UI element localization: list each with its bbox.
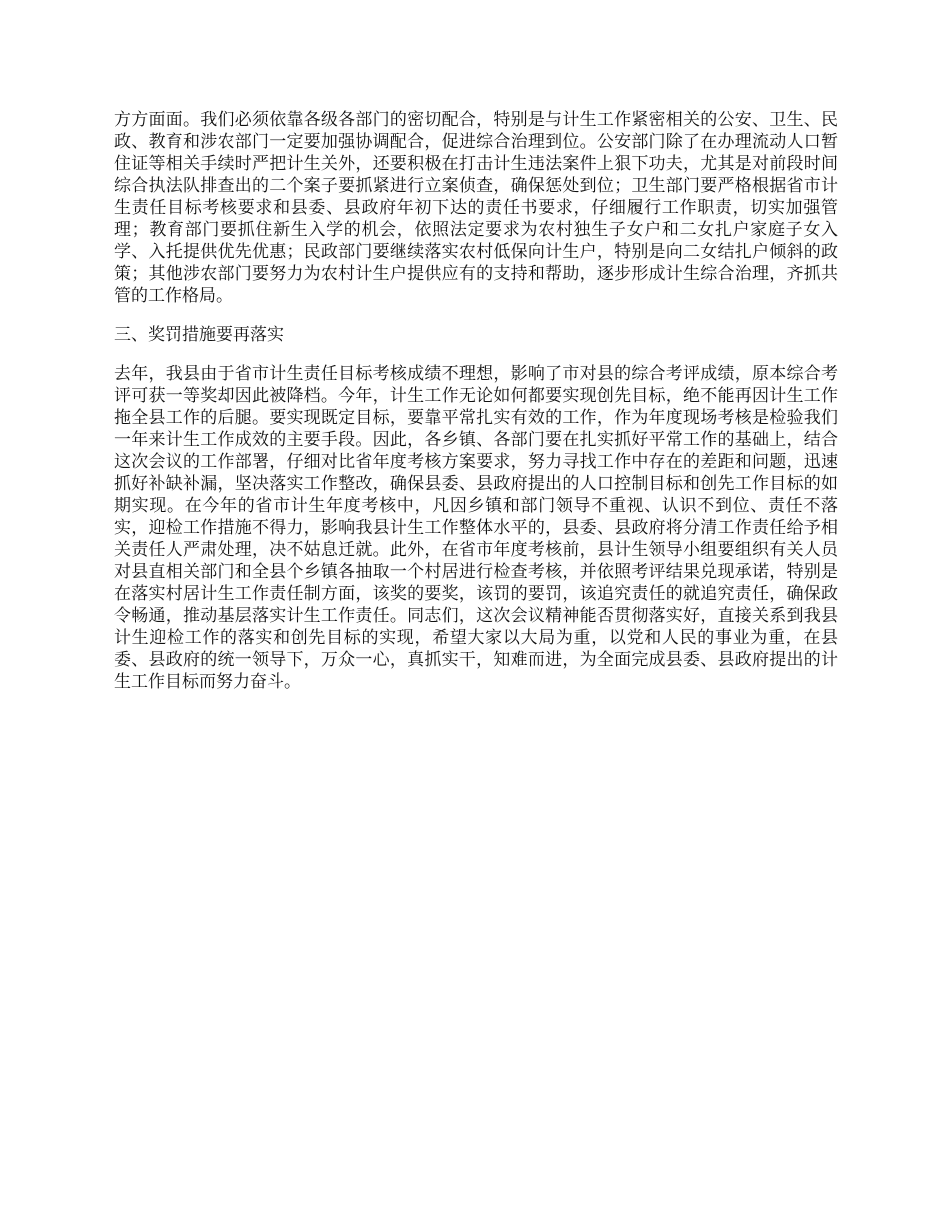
section-heading-3: 三、奖罚措施要再落实 xyxy=(114,325,284,345)
body-paragraph-1: 方方面面。我们必须依靠各级各部门的密切配合，特别是与计生工作紧密相关的公安、卫生、民政、教育和涉农部门一定要加强协调配合，促进综合治理到位。公安部门除了在办理流动人口暂住证等相关手续时严把计生关外，还要积极在打击计生违法案件上狠下功夫，尤其是对前段时间综合执法队排查出的二个案子要抓紧进行立案侦查，确保惩处到位；卫生部门要严格根据省市计生责任目标考核要求和县委、县政府年初下达的责任书要求，仔细履行工作职责，切实加强管理；教育部门要抓住新生入学的机会，依照法定要求为农村独生子女户和二女扎户家庭子女入学、入托提供优先优惠；民政部门要继续落实农村低保向计生户，特别是向二女结扎户倾斜的政策；其他涉农部门要努力为农村计生户提供应有的支持和帮助，逐步形成计生综合治理，齐抓共管的工作格局。 xyxy=(114,110,838,306)
body-paragraph-2: 去年，我县由于省市计生责任目标考核成绩不理想，影响了市对县的综合考评成绩，原本综合考评可获一等奖却因此被降档。今年，计生工作无论如何都要实现创先目标，绝不能再因计生工作拖全县工作的后腿。要实现既定目标，要靠平常扎实有效的工作，作为年度现场考核是检验我们一年来计生工作成效的主要手段。因此，各乡镇、各部门要在扎实抓好平常工作的基础上，结合这次会议的工作部署，仔细对比省年度考核方案要求，努力寻找工作中存在的差距和问题，迅速抓好补缺补漏，坚决落实工作整改，确保县委、县政府提出的人口控制目标和创先工作目标的如期实现。在今年的省市计生年度考核中，凡因乡镇和部门领导不重视、认识不到位、责任不落实，迎检工作措施不得力，影响我县计生工作整体水平的，县委、县政府将分清工作责任给予相关责任人严肃处理，决不姑息迁就。此外，在省市年度考核前，县计生领导小组要组织有关人员对县直相关部门和全县个乡镇各抽取一个村居进行检查考核，并依照考评结果兑现承诺，特别是在落实村居计生工作责任制方面，该奖的要奖，该罚的要罚，该追究责任的就追究责任，确保政令畅通，推动基层落实计生工作责任。同志们，这次会议精神能否贯彻落实好，直接关系到我县计生迎检工作的落实和创先目标的实现，希望大家以大局为重，以党和人民的事业为重，在县委、县政府的统一领导下，万众一心，真抓实干，知难而进，为全面完成县委、县政府提出的计生工作目标而努力奋斗。 xyxy=(114,364,838,692)
document-page xyxy=(114,109,838,693)
